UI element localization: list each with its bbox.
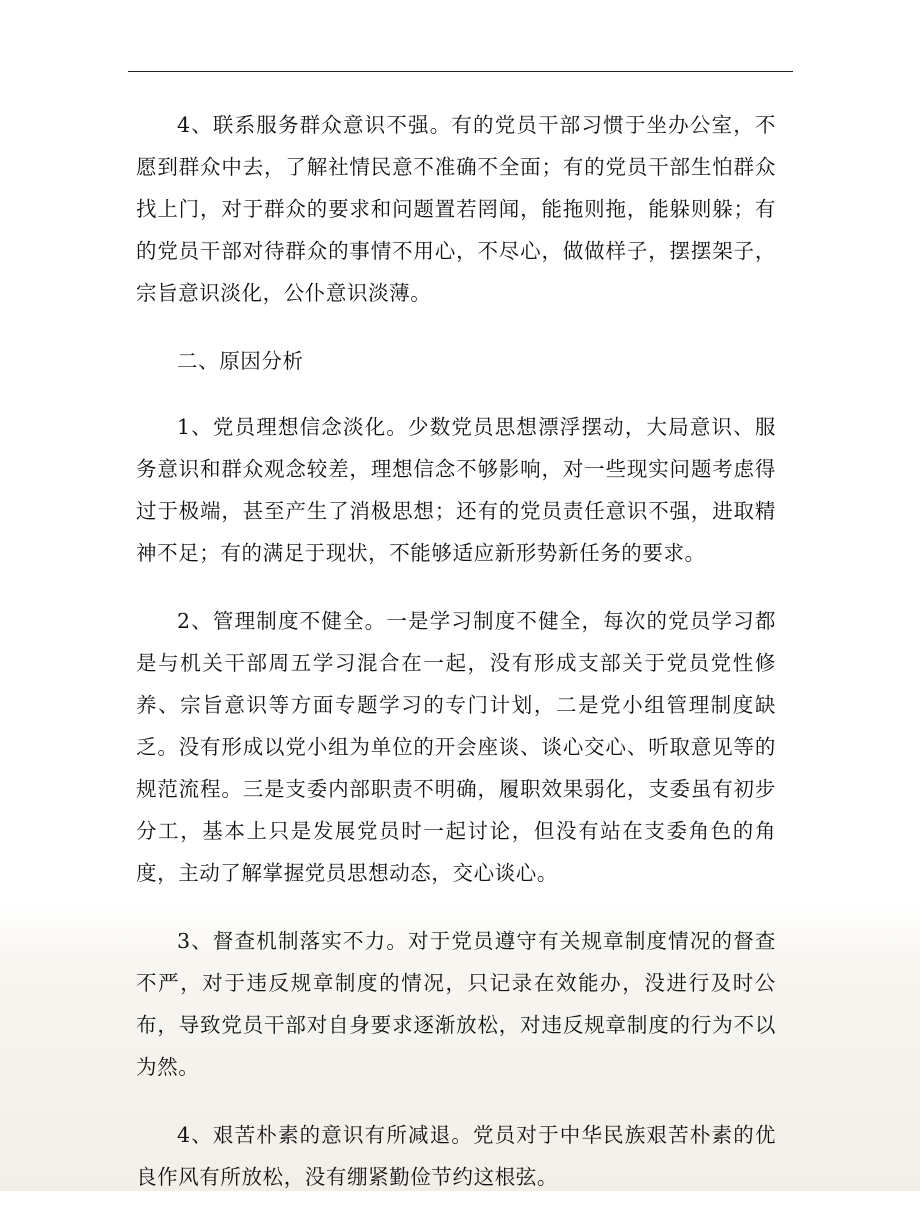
paragraph-contact-masses: 4、联系服务群众意识不强。有的党员干部习惯于坐办公室，不愿到群众中去，了解社情民意不准确不全面；有的党员干部生怕群众找上门，对于群众的要求和问题置若罔闻，能拖则拖，能躲则躲；有的党员干部对待群众的事情不用心，不尽心，做做样子，摆摆架子，宗旨意识淡化，公仆意识淡薄。: [136, 113, 776, 305]
paragraph-ideals-faith: 1、党员理想信念淡化。少数党员思想漂浮摆动，大局意识、服务意识和群众观念较差，理想信念不够影响，对一些现实问题考虑得过于极端，甚至产生了消极思想；还有的党员责任意识不强，进取精神不足；有的满足于现状，不能够适应新形势新任务的要求。: [136, 415, 776, 565]
paragraph-management-system: 2、管理制度不健全。一是学习制度不健全，每次的党员学习都是与机关干部周五学习混合在一起，没有形成支部关于党员党性修养、宗旨意识等方面专题学习的专门计划，二是党小组管理制度缺乏。没有形成以党小组为单位的开会座谈、谈心交心、听取意见等的规范流程。三是支委内部职责不明确，履职效果弱化，支委虽有初步分工，基本上只是发展党员时一起讨论，但没有站在支委角色的角度，主动了解掌握党员思想动态，交心谈心。: [136, 609, 776, 885]
document-body: [136, 104, 776, 1224]
paragraph-hard-work-awareness: 4、艰苦朴素的意识有所减退。党员对于中华民族艰苦朴素的优良作风有所放松，没有绷紧勤俭节约这根弦。: [136, 1123, 776, 1189]
header-rule: [128, 71, 793, 72]
paragraph-supervision-mechanism: 3、督查机制落实不力。对于党员遵守有关规章制度情况的督查不严，对于违反规章制度的情况，只记录在效能办，没进行及时公布，导致党员干部对自身要求逐渐放松，对违反规章制度的行为不以为然。: [136, 929, 776, 1079]
section-heading-cause-analysis: 二、原因分析: [177, 349, 304, 373]
